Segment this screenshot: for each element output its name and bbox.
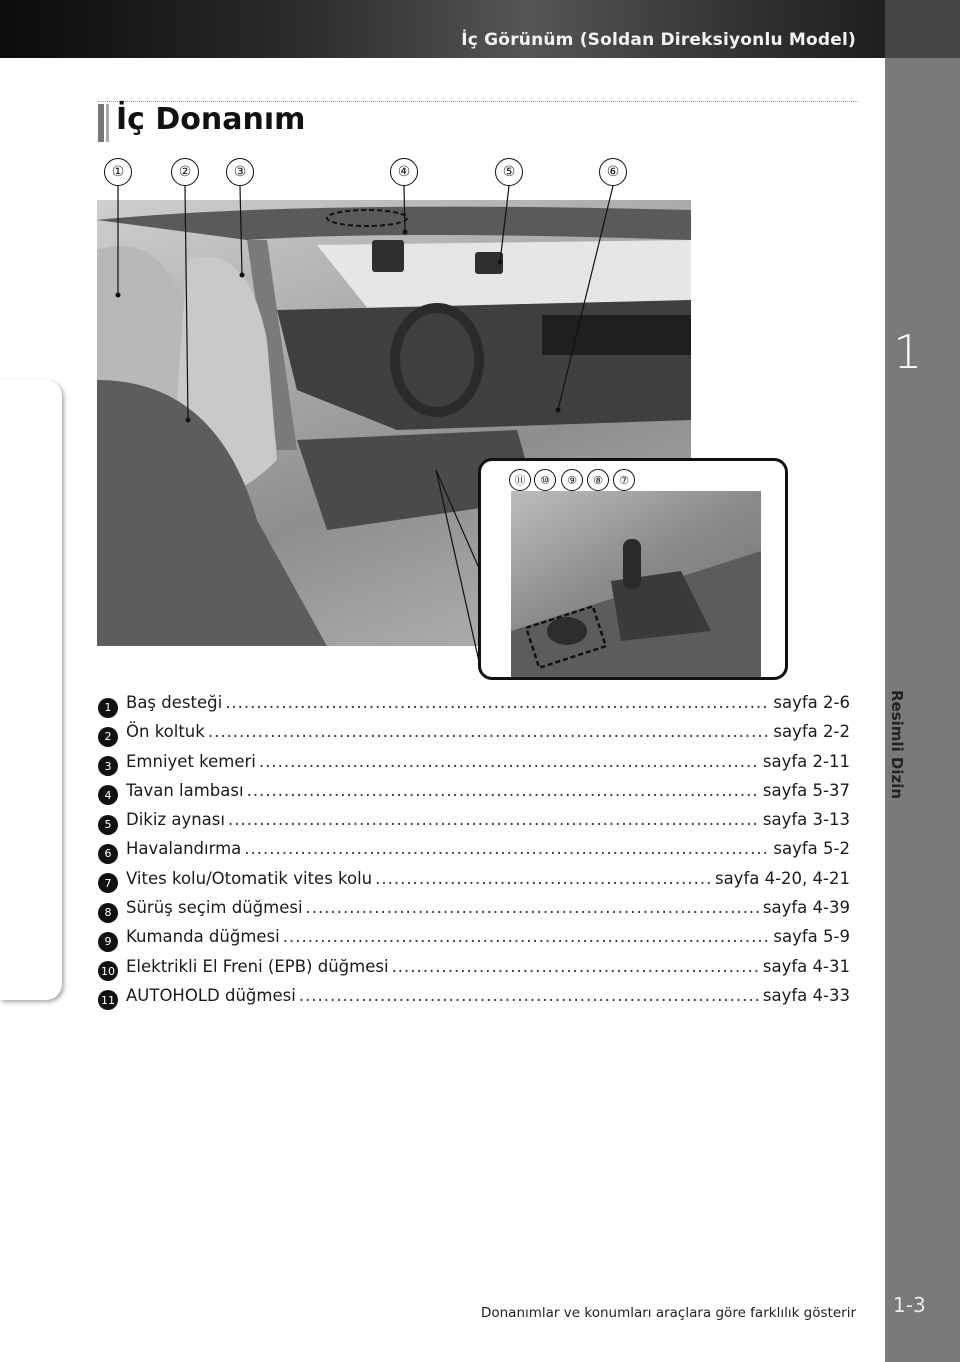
inset-callout-9: ⑨: [561, 469, 583, 491]
list-item[interactable]: [98, 839, 850, 868]
leader-dots: [283, 927, 771, 946]
list-item[interactable]: [98, 810, 850, 839]
leader-dots: [225, 693, 770, 712]
item-number: 4: [98, 785, 118, 805]
item-list: [98, 693, 850, 1015]
list-item[interactable]: [98, 693, 850, 722]
item-page-ref[interactable]: sayfa 2-11: [762, 751, 850, 771]
inset-callout-11: ⑪: [509, 469, 531, 491]
page-number: 1-3: [893, 1293, 926, 1317]
leader-dots: [247, 781, 760, 800]
leader-dots: [208, 722, 771, 741]
item-label: Havalandırma: [126, 839, 242, 859]
item-label: Vites kolu/Otomatik vites kolu: [126, 868, 373, 888]
leader-dots: [244, 839, 770, 858]
item-label: AUTOHOLD düğmesi: [126, 985, 296, 1005]
banner-title: İç Görünüm (Soldan Direksiyonlu Model): [461, 30, 856, 50]
callout-1: ①: [104, 158, 132, 186]
item-label: Baş desteği: [126, 693, 223, 712]
item-page-ref[interactable]: sayfa 4-39: [762, 898, 850, 918]
list-item[interactable]: [98, 957, 850, 986]
item-page-ref[interactable]: sayfa 5-37: [762, 780, 850, 800]
list-item[interactable]: [98, 752, 850, 781]
list-item[interactable]: [98, 927, 850, 956]
item-label: Emniyet kemeri: [126, 751, 256, 771]
console-inset-image: [511, 491, 761, 677]
item-page-ref[interactable]: sayfa 5-9: [773, 927, 850, 947]
item-number: 3: [98, 756, 118, 776]
item-number: 10: [98, 961, 118, 981]
footer-note: Donanımlar ve konumları araçlara göre farklılık gösterir: [480, 1305, 856, 1321]
section-heading: İç Donanım: [116, 102, 306, 137]
list-item[interactable]: [98, 722, 850, 751]
item-label: Dikiz aynası: [126, 810, 225, 830]
callout-2: ②: [171, 158, 199, 186]
callout-5: ⑤: [495, 158, 523, 186]
item-number: 2: [98, 727, 118, 747]
list-item[interactable]: [98, 781, 850, 810]
item-number: 7: [98, 873, 118, 893]
item-page-ref[interactable]: sayfa 4-33: [762, 985, 850, 1005]
item-label: Tavan lambası: [126, 780, 244, 800]
item-label: Kumanda düğmesi: [126, 927, 280, 947]
list-item[interactable]: [98, 986, 850, 1015]
chapter-tab-label: Resimli Dizin: [888, 690, 906, 800]
item-page-ref[interactable]: sayfa 2-2: [773, 722, 850, 742]
item-page-ref[interactable]: sayfa 4-20, 4-21: [714, 868, 850, 888]
console-inset: [478, 458, 788, 680]
inset-callout-10: ⑩: [534, 469, 556, 491]
item-number: 1: [98, 698, 118, 718]
item-number: 9: [98, 932, 118, 952]
leader-dots: [228, 810, 760, 829]
item-label: Ön koltuk: [126, 722, 205, 742]
list-item[interactable]: [98, 898, 850, 927]
leader-dots: [259, 752, 760, 771]
item-page-ref[interactable]: sayfa 2-6: [773, 693, 850, 712]
leader-dots: [299, 986, 760, 1005]
callout-4: ④: [390, 158, 418, 186]
console-illustration: [511, 491, 761, 677]
item-number: 11: [98, 990, 118, 1010]
item-page-ref[interactable]: sayfa 5-2: [773, 839, 850, 859]
leader-dots: [375, 869, 712, 888]
item-number: 5: [98, 815, 118, 835]
item-number: 6: [98, 844, 118, 864]
item-label: Elektrikli El Freni (EPB) düğmesi: [126, 956, 389, 976]
item-page-ref[interactable]: sayfa 3-13: [762, 810, 850, 830]
leader-dots: [306, 898, 760, 917]
item-label: Sürüş seçim düğmesi: [126, 898, 303, 918]
item-number: 8: [98, 903, 118, 923]
callout-6: ⑥: [599, 158, 627, 186]
item-page-ref[interactable]: sayfa 4-31: [762, 956, 850, 976]
leader-dots: [392, 957, 760, 976]
list-item[interactable]: [98, 869, 850, 898]
inset-callout-7: ⑦: [613, 469, 635, 491]
inset-callout-8: ⑧: [587, 469, 609, 491]
chapter-number: 1: [893, 325, 923, 379]
callout-3: ③: [226, 158, 254, 186]
